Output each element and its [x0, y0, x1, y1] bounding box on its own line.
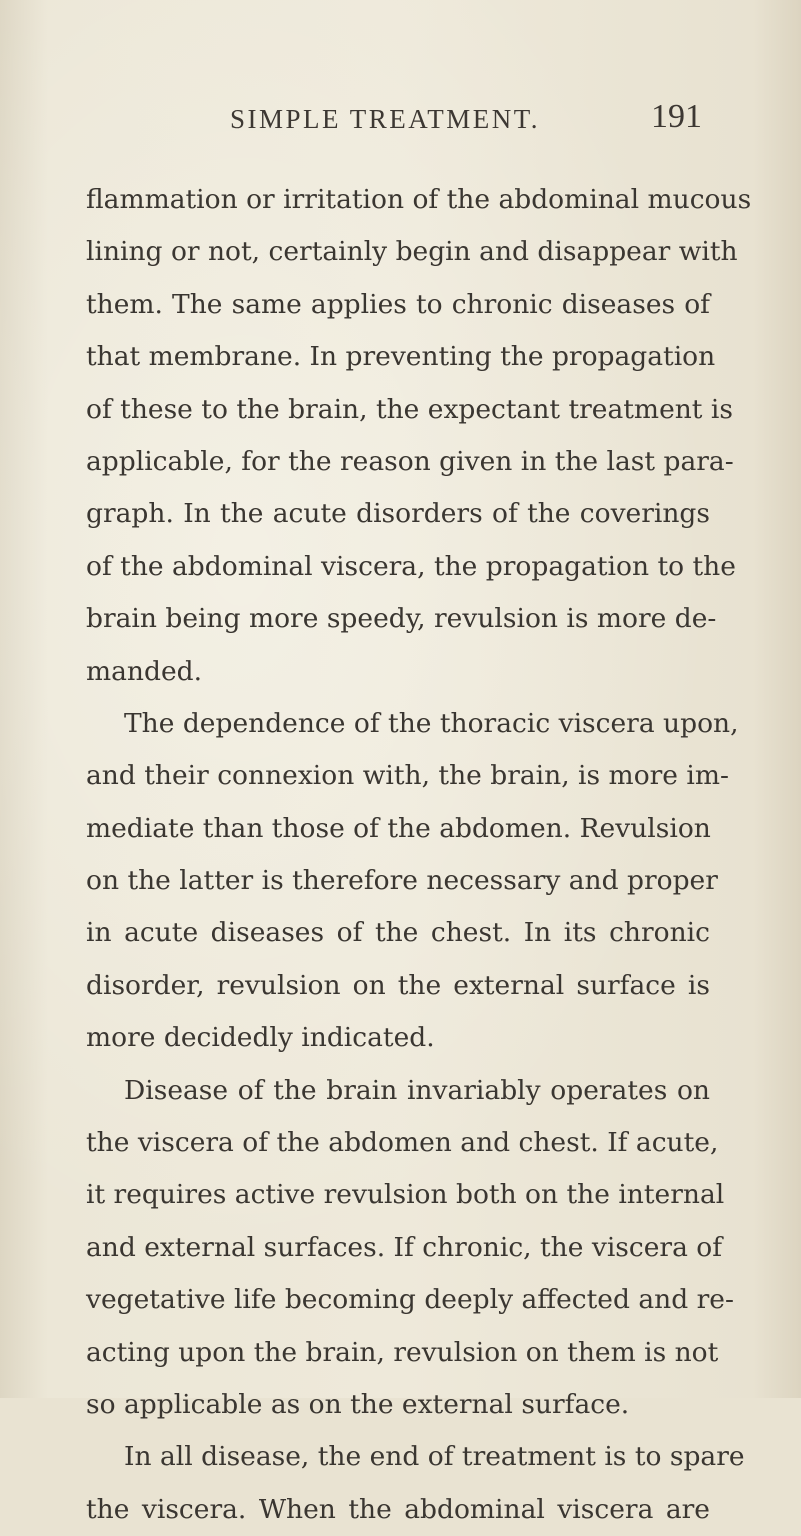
text-line: acting upon the brain, revulsion on them is not [86, 1336, 719, 1368]
text-line: more decidedly indicated. [86, 1022, 435, 1054]
text-line: of the abdominal viscera, the propagation to the [86, 550, 736, 582]
text-line: graph. In the acute disorders of the coverings [86, 498, 710, 530]
text-line: on the latter is therefore necessary and proper [86, 865, 718, 897]
text-line: lining or not, certainly begin and disappear with [86, 236, 738, 268]
text-line: the viscera of the abdomen and chest. If acute, [86, 1127, 719, 1159]
text-line: mediate than those of the abdomen. Revulsion [86, 812, 711, 844]
text-line: brain being more speedy, revulsion is more de- [86, 603, 717, 635]
text-line: and external surfaces. If chronic, the viscera of [86, 1231, 723, 1263]
text-line: that membrane. In preventing the propagation [86, 341, 716, 373]
text-line: vegetative life becoming deeply affected and re- [86, 1284, 734, 1316]
text-line: of these to the brain, the expectant treatment is [86, 393, 733, 425]
text-line: in acute diseases of the chest. In its chronic [86, 917, 710, 949]
text-line: them. The same applies to chronic diseases of [86, 288, 710, 320]
page-number: 191 [651, 98, 702, 135]
running-head: SIMPLE TREATMENT. [230, 104, 541, 134]
paragraph-start-line: The dependence of the thoracic viscera upon, [124, 707, 739, 739]
text-line: so applicable as on the external surface. [86, 1388, 630, 1420]
text-line: the viscera. When the abdominal viscera are [86, 1493, 710, 1525]
text-line: disorder, revulsion on the external surface is [86, 969, 710, 1001]
body-text [86, 174, 752, 1536]
text-line: applicable, for the reason given in the last para- [86, 445, 734, 477]
text-line: and their connexion with, the brain, is more im- [86, 760, 729, 792]
text-line: flammation or irritation of the abdominal mucous [86, 184, 752, 215]
text-line: it requires active revulsion both on the internal [86, 1179, 725, 1211]
paragraph-start-line: Disease of the brain invariably operates on [124, 1074, 710, 1106]
paragraph-start-line: In all disease, the end of treatment is to spare [124, 1441, 745, 1473]
text-line: manded. [86, 655, 203, 687]
